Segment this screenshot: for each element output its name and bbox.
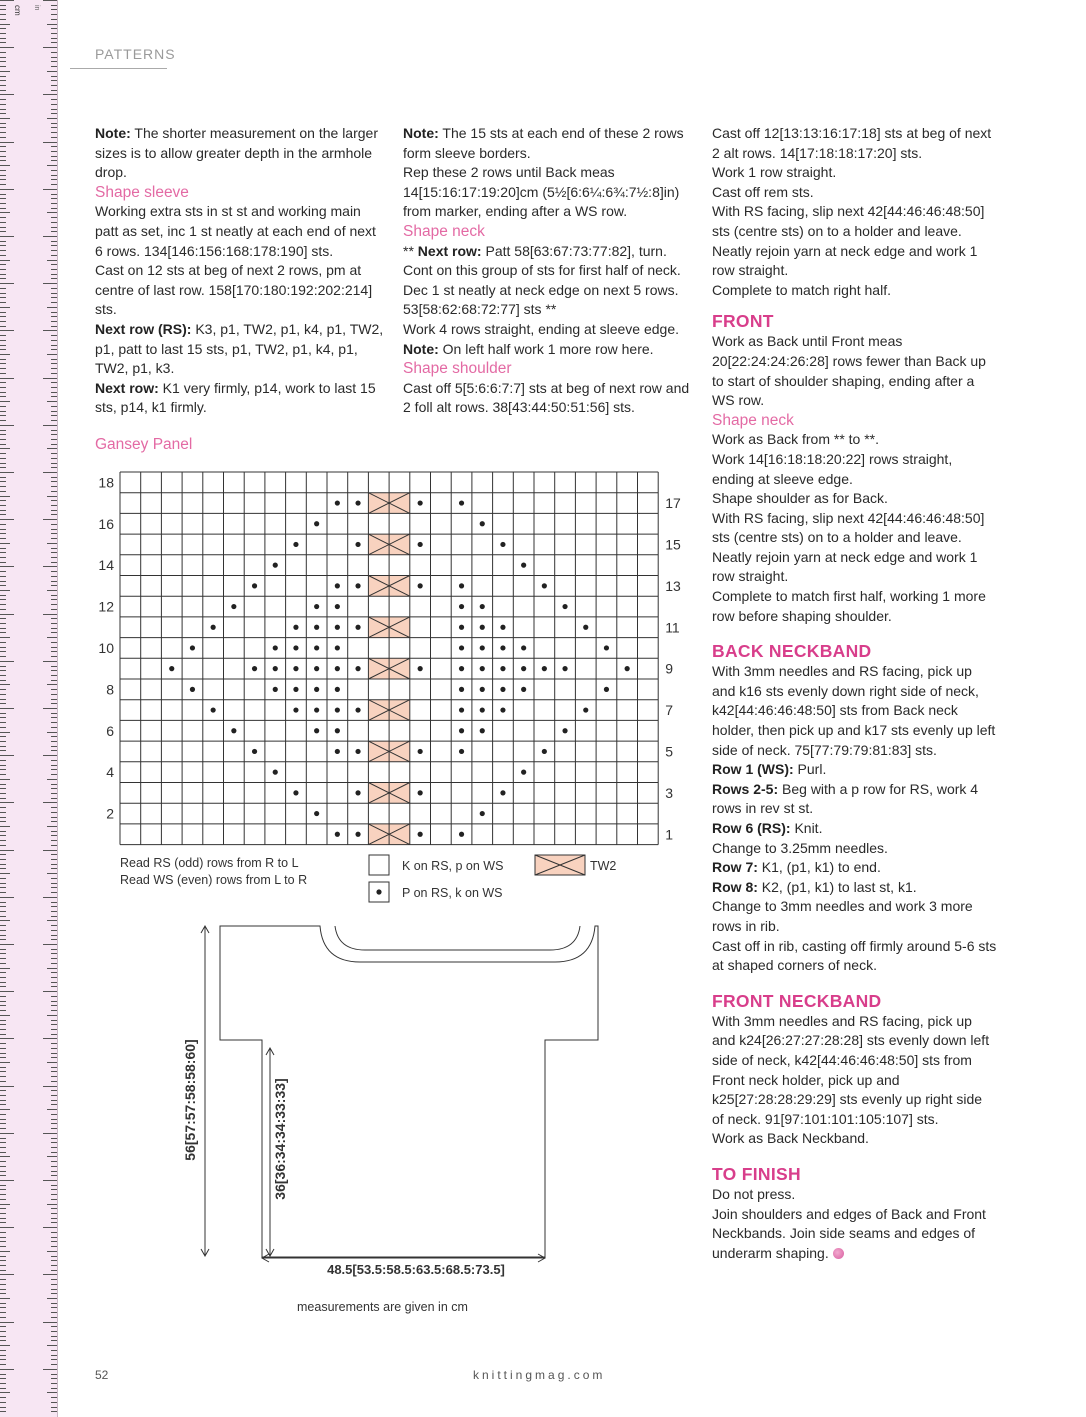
purl-dot — [500, 542, 505, 547]
row-label-even: 10 — [98, 639, 114, 656]
purl-dot — [252, 583, 257, 588]
schematic-neck-curve — [335, 926, 580, 950]
purl-dot — [459, 666, 464, 671]
row-text: K1 very firmly, p14, work to last 15 sts, p14, k1 firmly. — [95, 379, 376, 416]
purl-dot — [521, 687, 526, 692]
purl-dot — [314, 645, 319, 650]
page-number: 52 — [95, 1368, 109, 1382]
garment-schematic — [201, 926, 598, 1262]
finish-text: Join shoulders and edges of Back and Front Neckbands. Join side seams and edges of underarm shaping. — [712, 1205, 986, 1261]
ruler-in-unit: in — [33, 5, 40, 11]
purl-dot — [355, 749, 360, 754]
schematic-width-label: 48.5[53.5:58.5:63.5:68.5:73.5] — [327, 1262, 505, 1277]
purl-dot — [418, 500, 423, 505]
purl-dot — [500, 666, 505, 671]
instruction-paragraph: Neatly rejoin yarn at neck edge and work 1 row straight. — [712, 242, 978, 279]
purl-dot — [293, 645, 298, 650]
row-label: Next row: — [95, 379, 159, 396]
row-label-even: 16 — [98, 515, 114, 532]
purl-dot — [459, 604, 464, 609]
row-text: Knit. — [790, 820, 823, 836]
row-text: Patt 58[63:67:73:77:82], turn. — [481, 242, 667, 259]
purl-dot — [314, 521, 319, 526]
instruction-paragraph: Do not press. — [712, 1185, 796, 1202]
purl-dot — [418, 832, 423, 837]
front-neckband-heading: FRONT NECKBAND — [712, 990, 882, 1011]
note-label: Note: — [95, 125, 131, 141]
purl-dot — [293, 707, 298, 712]
row-label-even: 4 — [106, 764, 114, 781]
row-label-odd: 5 — [665, 743, 673, 760]
purl-dot — [480, 645, 485, 650]
instruction-paragraph: Complete to match right half. — [712, 281, 891, 298]
purl-dot — [273, 563, 278, 568]
purl-dot — [314, 811, 319, 816]
purl-dot — [459, 500, 464, 505]
purl-dot — [562, 604, 567, 609]
instruction-paragraph: Complete to match first half, working 1 more row before shaping shoulder. — [712, 588, 986, 624]
purl-dot — [335, 604, 340, 609]
purl-dot — [190, 687, 195, 692]
note-label: Note: — [403, 125, 439, 141]
legend-knit-symbol — [369, 855, 389, 875]
instruction-paragraph: Work 1 row straight. — [712, 164, 837, 181]
note-text: The shorter measurement on the larger sizes is to allow greater depth in the armhole drop. — [95, 125, 378, 181]
legend-purl-text: P on RS, k on WS — [402, 886, 503, 900]
shape-shoulder-heading: Shape shoulder — [403, 360, 512, 378]
chart-title: Gansey Panel — [95, 436, 193, 453]
row-text: K2, (p1, k1) to last st, k1. — [757, 878, 917, 895]
purl-dot — [355, 707, 360, 712]
shape-sleeve-heading: Shape sleeve — [95, 183, 189, 201]
purl-dot — [500, 707, 505, 712]
instruction-paragraph: Rep these 2 rows until Back meas 14[15:16:17:19:20]cm (5½[6:6¼:6¾:7½:8]in) from marker, ending after a WS row. — [403, 164, 680, 220]
purl-dot — [480, 811, 485, 816]
schematic-side-label: 36[36:34:34:33:33] — [272, 1078, 288, 1200]
row-label-even: 2 — [106, 805, 114, 822]
purl-dot — [314, 666, 319, 671]
purl-dot — [542, 666, 547, 671]
purl-dot — [459, 583, 464, 588]
row-text: Beg with a p row for RS, work 4 rows in rev st st. — [712, 780, 979, 817]
legend-knit-text: K on RS, p on WS — [402, 859, 504, 873]
instruction-paragraph: With RS facing, slip next 42[44:46:46:48:50] sts (centre sts) on to a holder and leave. — [712, 509, 985, 546]
row-label-odd: 1 — [665, 826, 673, 843]
row-label-odd: 9 — [665, 660, 673, 677]
row-label-even: 8 — [106, 681, 114, 698]
purl-dot — [542, 583, 547, 588]
row-label: Next row: — [417, 242, 482, 259]
instruction-paragraph: With 3mm needles and RS facing, pick up and k16 sts evenly down right side of neck, k42[44:46:46:48:50] sts from Back neck holder, then pick up and k17 sts evenly up left side of neck. 75[77:79:79:81:83] sts. — [712, 663, 996, 758]
purl-dot — [480, 666, 485, 671]
row-text: Purl. — [793, 761, 827, 778]
purl-dot — [231, 728, 236, 733]
row-label-odd: 15 — [665, 536, 681, 553]
purl-dot — [500, 645, 505, 650]
purl-dot — [335, 583, 340, 588]
purl-dot — [355, 790, 360, 795]
purl-dot — [355, 542, 360, 547]
purl-dot — [583, 707, 588, 712]
marker-text: ** — [403, 242, 418, 259]
instruction-paragraph: Work as Back Neckband. — [712, 1130, 869, 1147]
row-label: Rows 2-5: — [712, 780, 779, 797]
purl-dot — [500, 625, 505, 630]
instruction-paragraph: Dec 1 st neatly at neck edge on next 5 rows. 53[58:62:68:72:77] sts ** — [403, 281, 679, 318]
purl-dot — [480, 625, 485, 630]
back-neckband-heading: BACK NECKBAND — [712, 641, 872, 662]
instruction-paragraph: Cast off rem sts. — [712, 183, 814, 200]
purl-dot — [335, 707, 340, 712]
purl-dot — [604, 645, 609, 650]
purl-dot — [335, 625, 340, 630]
row-label-even: 14 — [98, 557, 114, 574]
row-label: Row 8: — [712, 878, 758, 895]
instruction-paragraph: Cast off 5[5:6:6:7:7] sts at beg of next row and 2 foll alt rows. 38[43:44:50:51:56] sts. — [403, 379, 690, 416]
purl-dot — [480, 521, 485, 526]
instruction-paragraph: Cont on this group of sts for first half of neck. — [403, 262, 681, 279]
instruction-paragraph: Work 14[16:18:18:20:22] rows straight, ending at sleeve edge. — [712, 450, 953, 487]
purl-dot — [355, 583, 360, 588]
shape-neck-heading: Shape neck — [712, 411, 794, 429]
row-label: Row 6 (RS): — [712, 820, 791, 836]
purl-dot — [521, 563, 526, 568]
purl-dot — [625, 666, 630, 671]
read-rs-text: Read RS (odd) rows from R to L — [120, 856, 299, 870]
purl-dot — [293, 687, 298, 692]
purl-dot — [459, 728, 464, 733]
purl-dot — [355, 832, 360, 837]
purl-dot — [459, 645, 464, 650]
row-label-odd: 13 — [665, 577, 681, 594]
schematic-length-label: 56[57:57:58:58:60] — [182, 1039, 198, 1161]
purl-dot — [542, 749, 547, 754]
purl-dot — [418, 542, 423, 547]
purl-dot — [273, 645, 278, 650]
purl-dot — [314, 707, 319, 712]
instruction-paragraph: Change to 3mm needles and work 3 more rows in rib. — [712, 898, 973, 934]
row-label-even: 18 — [98, 474, 114, 491]
purl-dot — [459, 749, 464, 754]
purl-dot — [459, 832, 464, 837]
instruction-paragraph: Shape shoulder as for Back. — [712, 490, 888, 507]
purl-dot — [252, 666, 257, 671]
measurements-note: measurements are given in cm — [297, 1300, 468, 1314]
purl-dot — [521, 645, 526, 650]
row-label: Row 1 (WS): — [712, 761, 794, 778]
purl-dot — [231, 604, 236, 609]
note-label: Note: — [403, 340, 439, 357]
purl-dot — [211, 707, 216, 712]
read-ws-text: Read WS (even) rows from L to R — [120, 873, 308, 887]
instruction-paragraph: Neatly rejoin yarn at neck edge and work 1 row straight. — [712, 548, 978, 585]
purl-dot — [418, 583, 423, 588]
row-label-even: 12 — [98, 598, 114, 615]
purl-dot — [314, 728, 319, 733]
chart-grid — [120, 472, 658, 845]
instruction-paragraph: Cast off 12[13:13:16:17:18] sts at beg of next 2 alt rows. 14[17:18:18:17:20] sts. — [712, 125, 992, 161]
row-label-odd: 7 — [665, 702, 673, 719]
purl-dot — [418, 790, 423, 795]
row-label-odd: 17 — [665, 495, 681, 512]
instruction-paragraph: Cast on 12 sts at beg of next 2 rows, pm at centre of last row. 158[170:180:192:202:214] sts. — [95, 262, 373, 318]
purl-dot — [273, 770, 278, 775]
instruction-paragraph: Work as Back from ** to **. — [712, 431, 880, 448]
purl-dot — [335, 728, 340, 733]
purl-dot — [273, 687, 278, 692]
purl-dot — [335, 666, 340, 671]
legend-tw2-text: TW2 — [590, 859, 617, 873]
purl-dot — [583, 625, 588, 630]
purl-dot — [480, 728, 485, 733]
purl-dot — [211, 625, 216, 630]
purl-dot — [293, 666, 298, 671]
purl-dot — [480, 687, 485, 692]
instruction-paragraph: Work 4 rows straight, ending at sleeve edge. — [403, 320, 680, 337]
purl-dot — [604, 687, 609, 692]
purl-dot — [521, 770, 526, 775]
purl-dot — [500, 687, 505, 692]
purl-dot — [459, 625, 464, 630]
purl-dot — [314, 687, 319, 692]
instruction-paragraph: Change to 3.25mm needles. — [712, 839, 888, 856]
purl-dot — [521, 666, 526, 671]
purl-dot — [252, 749, 257, 754]
row-label: Next row (RS): — [95, 320, 192, 337]
instruction-paragraph: With RS facing, slip next 42[44:46:46:48:50] sts (centre sts) on to a holder and leave. — [712, 203, 985, 239]
instruction-paragraph: Work as Back until Front meas 20[22:24:24:26:28] rows fewer than Back up to start of shoulder shaping, ending after a WS row. — [712, 333, 986, 409]
purl-dot — [500, 790, 505, 795]
to-finish-heading: TO FINISH — [712, 1163, 801, 1184]
purl-dot — [459, 687, 464, 692]
purl-dot — [335, 645, 340, 650]
purl-dot — [293, 625, 298, 630]
instruction-paragraph: Cast off in rib, casting off firmly around 5-6 sts at shaped corners of neck. — [712, 937, 997, 974]
purl-dot — [335, 500, 340, 505]
row-text: K1, (p1, k1) to end. — [757, 859, 881, 876]
purl-dot — [314, 625, 319, 630]
note-text: The 15 sts at each end of these 2 rows form sleeve borders. — [403, 125, 684, 161]
note-text: On left half work 1 more row here. — [438, 340, 654, 357]
purl-dot — [355, 666, 360, 671]
website-url: knittingmag.com — [473, 1368, 606, 1382]
purl-dot — [335, 832, 340, 837]
ruler-cm-unit: cm — [13, 5, 22, 16]
row-label-odd: 11 — [665, 619, 680, 636]
shape-neck-heading: Shape neck — [403, 222, 485, 240]
purl-dot — [273, 666, 278, 671]
legend-purl-dot — [376, 889, 381, 894]
purl-dot — [293, 542, 298, 547]
purl-dot — [480, 604, 485, 609]
purl-dot — [190, 645, 195, 650]
front-heading: FRONT — [712, 311, 774, 332]
row-text: K3, p1, TW2, p1, k4, p1, TW2, p1, patt to last 15 sts, p1, TW2, p1, k4, p1, TW2, p1, k3. — [95, 320, 384, 377]
row-label-odd: 3 — [665, 784, 673, 801]
purl-dot — [459, 707, 464, 712]
row-label: Row 7: — [712, 859, 758, 876]
purl-dot — [293, 790, 298, 795]
purl-dot — [418, 749, 423, 754]
purl-dot — [335, 749, 340, 754]
instruction-paragraph: With 3mm needles and RS facing, pick up and k24[26:27:27:28:28] sts evenly down left side of neck, k42[44:46:46:48:50] sts from Front neck holder, pick up and k25[27:28:28:29:29] sts evenly up right side of neck. 91[97:101:101:105:107] sts. — [712, 1012, 990, 1127]
purl-dot — [355, 625, 360, 630]
purl-dot — [335, 687, 340, 692]
purl-dot — [314, 604, 319, 609]
purl-dot — [418, 666, 423, 671]
row-label-even: 6 — [106, 722, 114, 739]
purl-dot — [562, 728, 567, 733]
purl-dot — [355, 500, 360, 505]
purl-dot — [480, 707, 485, 712]
section-header: PATTERNS — [95, 46, 176, 62]
purl-dot — [169, 666, 174, 671]
purl-dot — [562, 666, 567, 671]
instruction-paragraph: Working extra sts in st st and working main patt as set, inc 1 st neatly at each end of next 6 rows. 134[146:156:168:178:190] sts. — [95, 203, 376, 259]
